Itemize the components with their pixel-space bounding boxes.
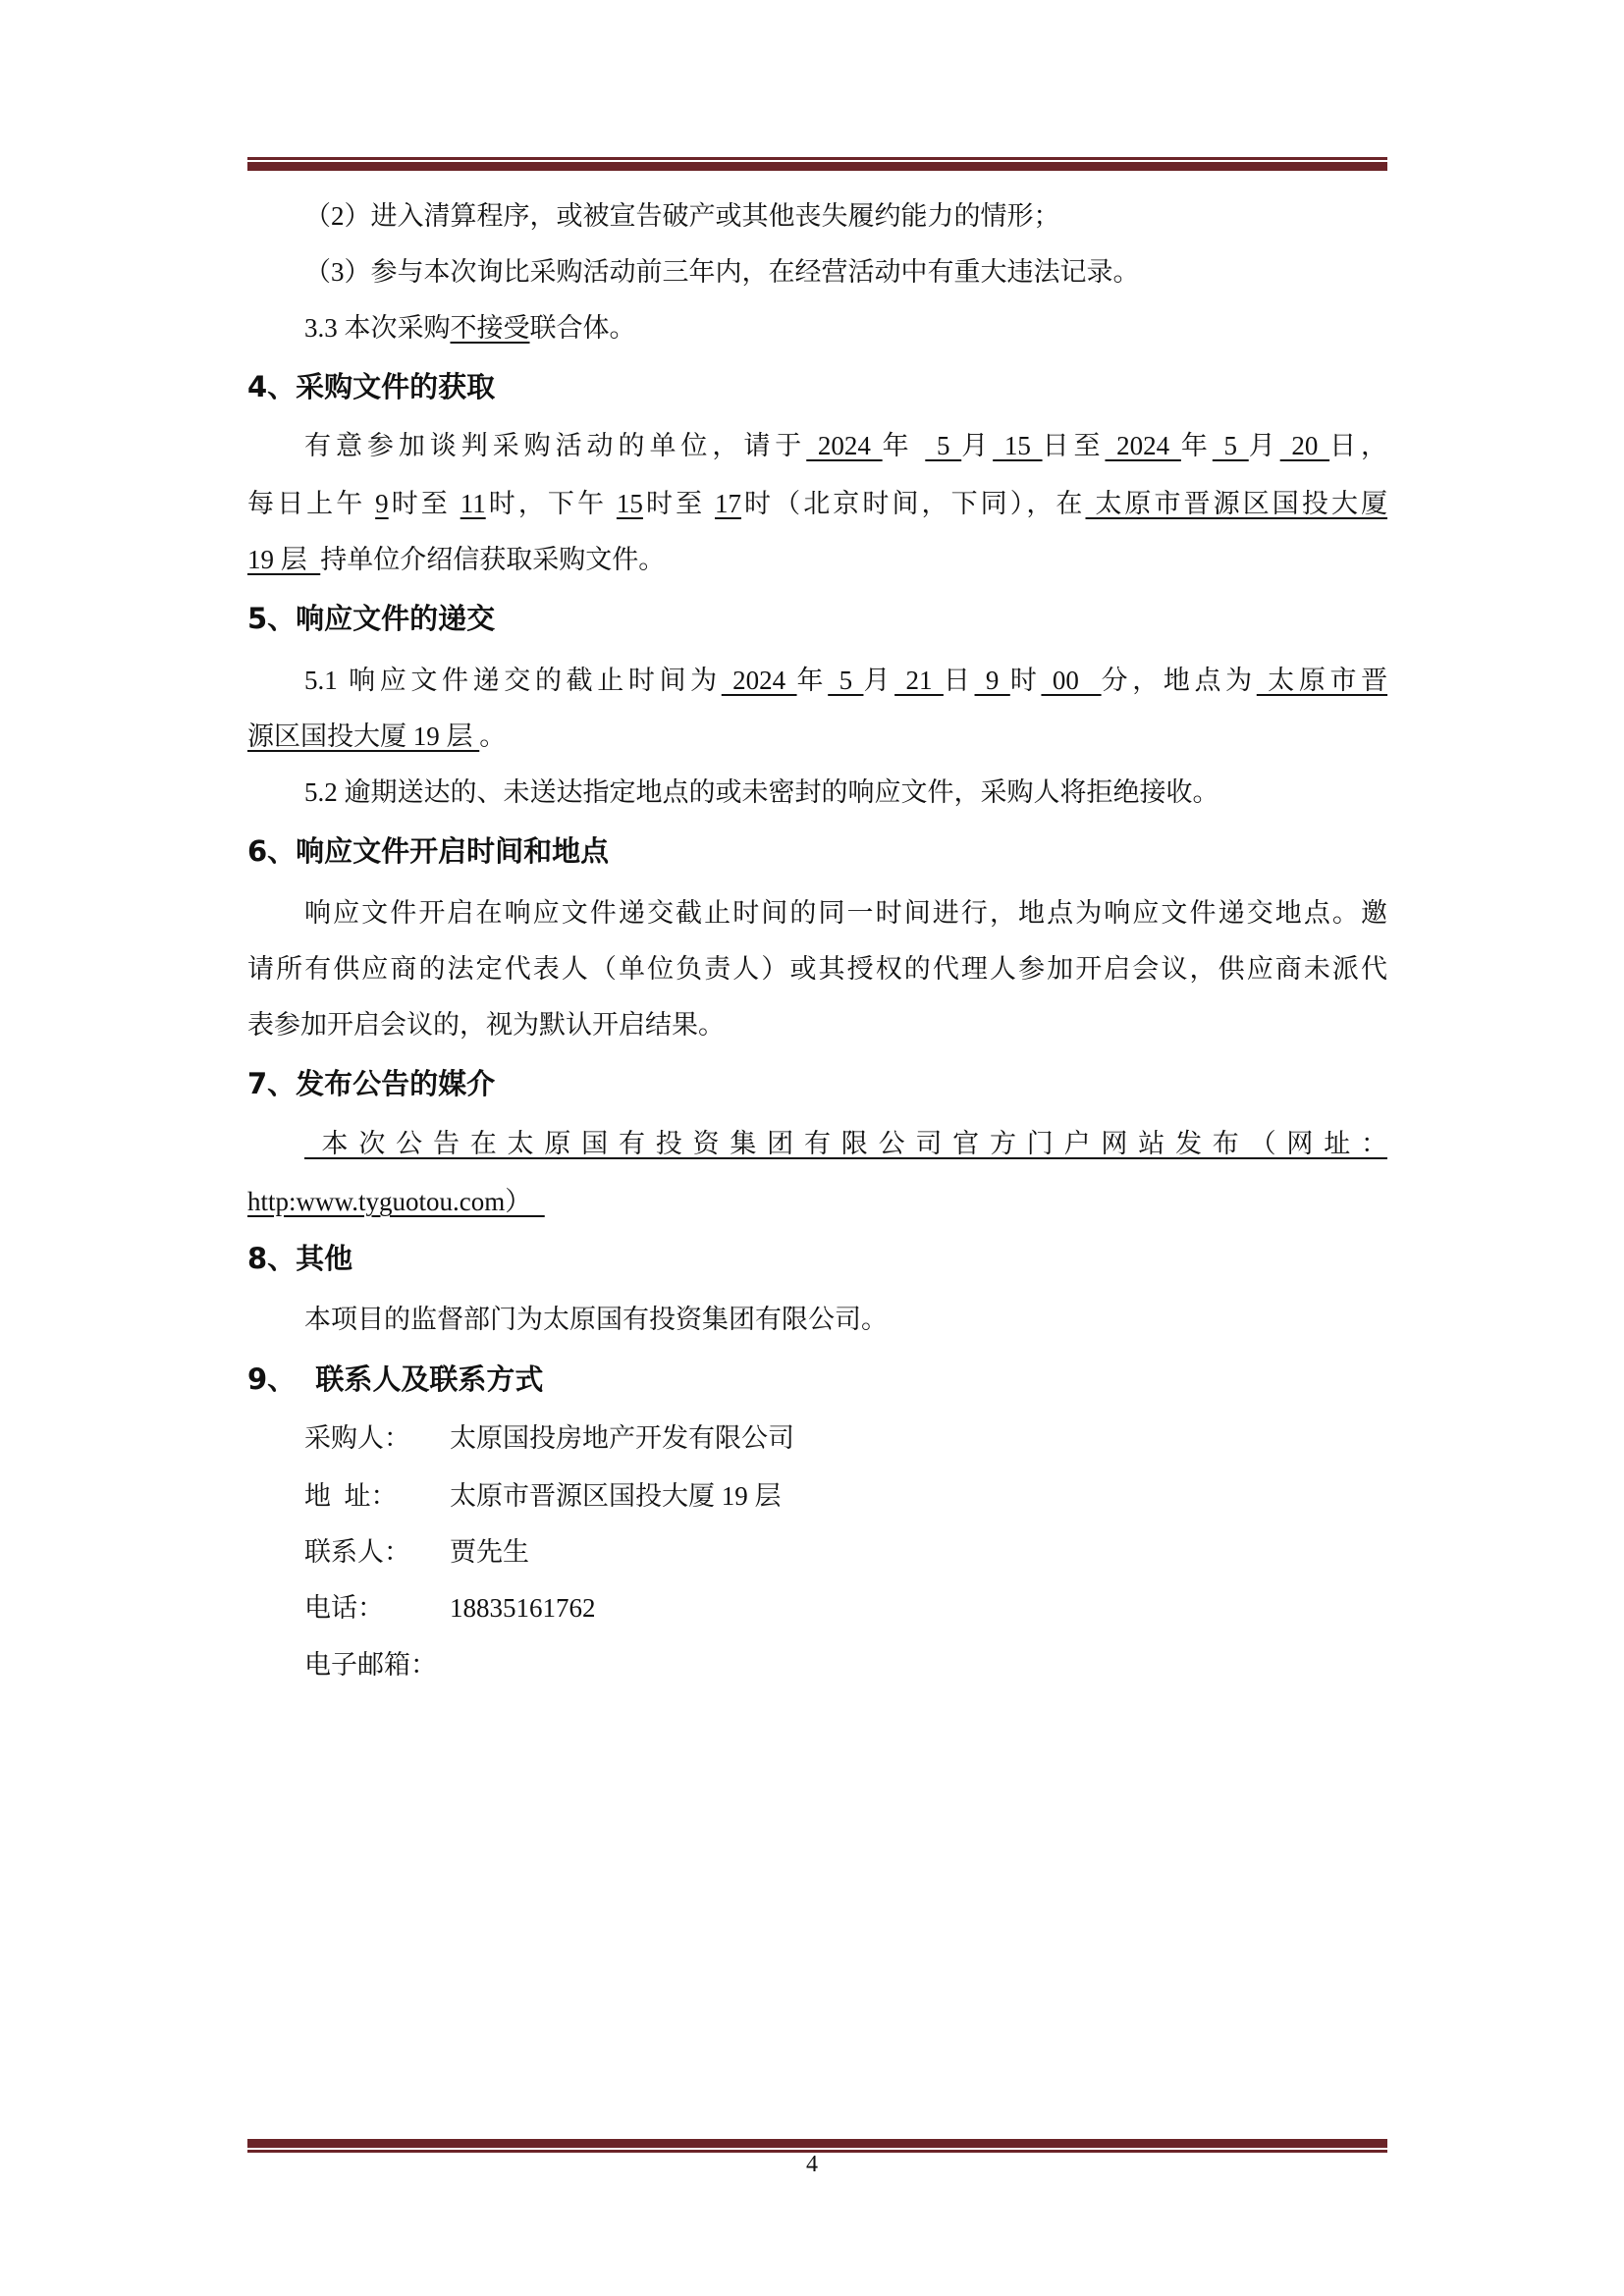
underlined-field: 5 [828,666,864,695]
text-segment: 响应文件开启在响应文件递交截止时间的同一时间进行，地点为响应文件递交地点。邀 [304,898,1387,928]
text-line [304,308,1387,347]
text-segment: 时（北京时间，下同），在 [740,489,1086,518]
underlined-field: http:www.tyguotou.com） [247,1187,545,1216]
text-segment: 表参加开启会议的，视为默认开启结果。 [247,1010,725,1040]
section-heading [247,831,1387,871]
underlined-field: 9 [375,489,389,518]
text-segment: （2）进入清算程序，或被宣告破产或其他丧失履约能力的情形； [304,201,1060,231]
contact-row [304,1418,794,1458]
text-segment: 有意参加谈判采购活动的单位，请于 [304,431,807,460]
section-heading [247,1360,1387,1399]
underlined-field: 9 [974,666,1010,695]
underlined-field: 17 [714,489,741,518]
contact-row [304,1476,782,1516]
text-line [247,1182,1387,1221]
contact-label: 电话： [304,1593,384,1623]
text-line [247,949,1387,988]
section-heading [247,1064,1387,1103]
underlined-field: 00 [1041,666,1102,695]
text-segment: 7、发布公告的媒介 [247,1067,496,1100]
text-line [304,1124,1387,1163]
underlined-field: 5 [1212,431,1249,460]
underlined-field: 15 [993,431,1043,460]
text-segment: 月 [961,431,994,460]
text-line [247,540,1387,579]
contact-value: 18835161762 [450,1593,596,1623]
text-segment: 时至 [388,489,460,518]
text-segment: 5.1 响应文件递交的截止时间为 [304,666,722,695]
underlined-field: 20 [1279,431,1330,460]
text-segment: 。 [479,721,507,751]
underlined-field: 本次公告在太原国有投资集团有限公司官方门户网站发布（网址： [304,1129,1387,1158]
text-segment: 月 [1248,431,1280,460]
text-segment: 月 [863,666,895,695]
contact-value: 贾先生 [450,1537,529,1567]
contact-label: 电子邮箱： [304,1650,437,1680]
contact-label: 地 址： [304,1481,398,1511]
text-segment: 5.2 逾期送达的、未送达指定地点的或未密封的响应文件，采购人将拒绝接收。 [304,777,1219,807]
text-segment: 9、 联系人及联系方式 [247,1362,544,1396]
text-line [247,1005,1387,1044]
text-segment: 年 [796,666,829,695]
page-number: 4 [806,2152,818,2177]
text-line [304,893,1387,933]
underlined-field: 太原市晋源区国投大厦 [1085,489,1388,518]
text-segment: 5、响应文件的递交 [247,602,496,635]
text-segment: 3.3 本次采购 [304,313,451,343]
text-segment: 每日上午 [247,489,376,518]
text-segment: 请所有供应商的法定代表人（单位负责人）或其授权的代理人参加开启会议，供应商未派代 [247,954,1387,984]
text-line [304,426,1387,465]
underlined-field: 2024 [721,666,797,695]
text-segment: 8、其他 [247,1242,353,1275]
text-segment: 时 [1009,666,1042,695]
section-heading [247,599,1387,638]
underlined-field: 不接受 [450,313,530,343]
text-segment: 持单位介绍信获取采购文件。 [320,545,666,574]
text-line [304,196,1387,236]
header-rule-thick [247,162,1387,171]
underlined-field: 2024 [1105,431,1181,460]
contact-row [304,1645,450,1684]
contact-label: 联系人： [304,1537,410,1567]
text-segment: 年 [1180,431,1213,460]
text-segment: 日 [943,666,975,695]
text-segment: 时，下午 [485,489,617,518]
underlined-field: 19 层 [247,545,321,574]
contact-label: 采购人： [304,1423,410,1453]
text-segment: 年 [882,431,926,460]
underlined-field: 2024 [806,431,883,460]
contact-value: 太原国投房地产开发有限公司 [450,1423,794,1453]
text-segment: 本项目的监督部门为太原国有投资集团有限公司。 [304,1305,888,1334]
text-line [304,252,1387,292]
footer-rule-thick [247,2139,1387,2148]
text-segment: 分，地点为 [1101,666,1257,695]
text-line [247,717,1387,756]
text-segment: 联合体。 [529,313,636,343]
text-segment: （3）参与本次询比采购活动前三年内，在经营活动中有重大违法记录。 [304,257,1140,287]
underlined-field: 源区国投大厦 19 层 [247,721,480,751]
underlined-field: 11 [460,489,486,518]
section-heading [247,367,1387,406]
text-segment: 时至 [642,489,715,518]
text-line [304,661,1387,700]
text-line [247,484,1387,523]
underlined-field: 太原市晋 [1256,666,1388,695]
contact-row [304,1588,596,1628]
section-heading [247,1239,1387,1278]
text-segment: 日至 [1042,431,1106,460]
contact-row [304,1532,529,1572]
text-segment: 日， [1329,431,1388,460]
underlined-field: 5 [925,431,962,460]
header-rule-thin [247,157,1387,160]
text-line [304,773,1387,812]
text-segment: 4、采购文件的获取 [247,370,496,403]
underlined-field: 15 [616,489,643,518]
underlined-field: 21 [894,666,944,695]
contact-value: 太原市晋源区国投大厦 19 层 [450,1481,782,1511]
text-segment: 6、响应文件开启时间和地点 [247,834,610,868]
text-line [304,1300,1387,1339]
